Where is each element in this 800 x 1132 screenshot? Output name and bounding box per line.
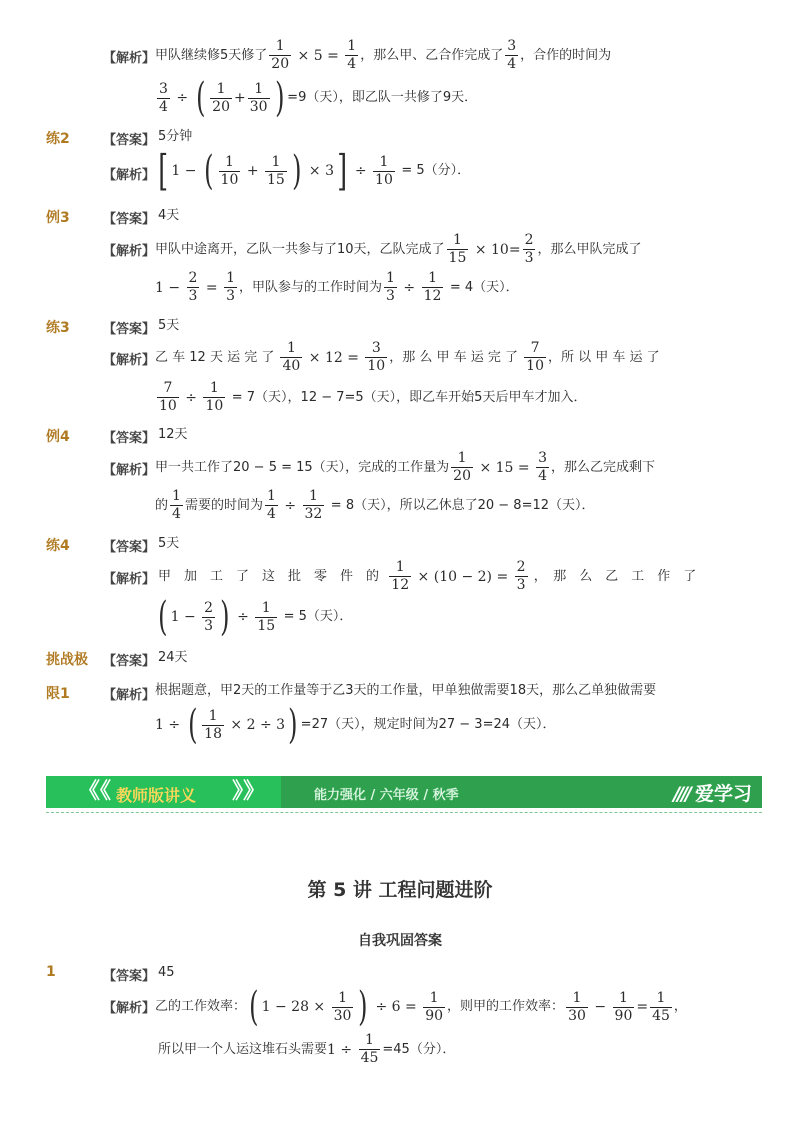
analysis-text: ，那么甲队完成了	[537, 241, 642, 257]
answer-label: 【答案】	[103, 212, 156, 227]
analysis-line: 甲一共工作了20 − 5 = 15（天），完成的工作量为 $\frac{1}{20}$ × 15 = $\frac{3}{4}$ ，那么乙完成剩下	[155, 450, 656, 484]
lecture-title: 第 5 讲 工程问题进阶	[307, 879, 493, 901]
analysis-line: 甲队中途离开，乙队一共参与了10天，乙队完成了 $\frac{1}{15}$ × 10= $\frac{2}{3}$ ，那么甲队完成了	[155, 232, 642, 266]
fraction: 3 4	[507, 38, 517, 72]
analysis-text: 根据题意，甲2天的工作量等于乙3天的工作量，甲单独做需要18天，那么乙单独做需要	[155, 683, 657, 698]
answer-label: 【答案】	[103, 431, 156, 446]
analysis-text: ，合作的时间为	[520, 47, 612, 63]
analysis-text: =45（分）．	[382, 1041, 456, 1057]
answer-value: 5天	[158, 318, 180, 333]
problem-tag: 限1	[46, 686, 70, 702]
analysis-text: = 4（天）．	[449, 279, 519, 295]
brand-logo-icon: ////	[673, 783, 689, 805]
fraction: $\frac{1}{20}$	[271, 38, 290, 72]
analysis-text: 的	[155, 497, 169, 513]
problem-tag: 例3	[46, 210, 70, 226]
analysis-text: ，甲队参与的工作时间为	[239, 279, 383, 295]
answer-label: 【答案】	[103, 322, 156, 337]
analysis-line: ( 1 − $\frac{2}{3}$ ) ÷ $\frac{1}{15}$ = 5（天）．	[158, 594, 353, 640]
analysis-text: 乙的工作效率：	[155, 999, 247, 1014]
section-subtitle: 自我巩固答案	[358, 933, 442, 949]
answer-value: 45	[158, 965, 175, 980]
analysis-label: 【解析】	[103, 688, 156, 703]
analysis-line: 1 − $\frac{2}{3}$ = $\frac{1}{3}$ ，甲队参与的工作时间为 $\frac{1}{3}$ ÷ $\frac{1}{12}$ = 4（天）．	[155, 270, 519, 304]
problem-tag: 挑战极	[46, 652, 88, 668]
analysis-text: 甲队中途离开，乙队一共参与了10天，乙队完成了	[155, 241, 445, 257]
answer-value: 5分钟	[158, 129, 193, 144]
answer-label: 【答案】	[103, 133, 156, 148]
analysis-line: $\frac{7}{10}$ ÷ $\frac{1}{10}$ = 7（天），12 − 7=5（天），即乙车开始5天后甲车才加入．	[159, 380, 587, 414]
answer-value: 5天	[158, 536, 180, 551]
chevrons-right-icon: 》》	[232, 779, 266, 804]
analysis-line: 乙 车 12 天 运 完 了 $\frac{1}{40}$ × 12 = $\frac{3}{10}$ ，那 么 甲 车 运 完 了 7 10 ，所 以 甲 车 运 了	[155, 340, 660, 374]
analysis-line: 乙的工作效率： ( 1 − 28 × $\frac{1}{30}$ ) ÷ 6 = $\frac{1}{90}$ ，则甲的工作效率： 1 30 − $\frac{1}{90}$ = $\frac{1}{45}$ ，	[155, 984, 687, 1030]
analysis-label: 【解析】	[103, 168, 156, 183]
answer-value: 4天	[158, 208, 180, 223]
analysis-line: $\frac{3}{4}$ ÷ ( 1 20 + $\frac{1}{30}$ ) =9（天），即乙队一共修了9天．	[159, 75, 478, 121]
analysis-line: 所以甲一个人运这堆石头需要 1 ÷ $\frac{1}{45}$ =45（分）．	[158, 1032, 456, 1066]
analysis-label: 【解析】	[103, 244, 156, 259]
answer-value: 24天	[158, 650, 188, 665]
analysis-line: 1 ÷ ( $\frac{1}{18}$ × 2 ÷ 3 ) =27（天），规定时间为27 − 3=24（天）．	[155, 702, 556, 748]
analysis-line: 甲 加 工 了 这 批 零 件 的 $\frac{1}{12}$ × (10 − 2) = $\frac{2}{3}$ ， 那 么 乙 工 作 了	[158, 559, 697, 593]
analysis-label: 【解析】	[103, 463, 156, 478]
problem-tag: 练2	[46, 131, 70, 147]
analysis-line: 甲队继续修5天修了 $\frac{1}{20}$ × 5 = $\frac{1}{4}$ ，那么甲、乙合作完成了 3 4 ，合作的时间为	[155, 38, 612, 72]
problem-tag: 练4	[46, 538, 70, 554]
analysis-label: 【解析】	[103, 572, 156, 587]
answer-label: 【答案】	[103, 540, 156, 555]
analysis-text: 需要的时间为	[184, 497, 263, 513]
analysis-text: = 5（天）．	[283, 609, 353, 624]
answer-label: 【答案】	[103, 969, 156, 984]
breadcrumb: 能力强化 / 六年级 / 秋季	[314, 788, 459, 803]
answer-label: 【答案】	[103, 654, 156, 669]
fraction: $\frac{1}{4}$	[347, 38, 357, 72]
analysis-text: =9（天），即乙队一共修了9天．	[287, 90, 478, 105]
analysis-label: 【解析】	[103, 1001, 156, 1016]
brand-logo-text: 爱学习	[694, 783, 752, 805]
chevrons-left-icon: 《《	[78, 779, 112, 804]
brand-logo	[673, 779, 752, 806]
analysis-label: 【解析】	[103, 353, 156, 368]
banner-title: 教师版讲义	[116, 786, 197, 805]
divider	[46, 812, 762, 813]
analysis-text: ，那 么 甲 车 运 完 了	[389, 349, 519, 365]
analysis-text: =27（天），规定时间为27 − 3=24（天）．	[300, 717, 556, 732]
answer-value: 12天	[158, 427, 188, 442]
analysis-text: ，则甲的工作效率：	[447, 999, 565, 1014]
problem-tag: 练3	[46, 320, 70, 336]
analysis-text: 所以甲一个人运这堆石头需要	[158, 1041, 328, 1057]
analysis-text: = 5（分）．	[401, 163, 471, 178]
analysis-line: 的 1 4 需要的时间为 $\frac{1}{4}$ ÷ $\frac{1}{32}$ = 8（天），所以乙休息了20 − 8=12（天）．	[155, 488, 595, 522]
analysis-line: [ 1 − ( 1 10 + $\frac{1}{15}$ ) × 3 ] ÷ $\frac{1}{10}$ = 5（分）．	[158, 146, 471, 195]
problem-tag: 例4	[46, 429, 70, 445]
analysis-text: ，那么乙完成剩下	[551, 459, 656, 475]
analysis-text: = 8（天），所以乙休息了20 − 8=12（天）．	[330, 497, 595, 513]
header-banner	[46, 776, 762, 808]
analysis-text: ，所 以 甲 车 运 了	[547, 349, 660, 365]
analysis-text: 甲 加 工 了 这 批 零 件 的	[158, 568, 380, 584]
analysis-text: = 7（天），12 − 7=5（天），即乙车开始5天后甲车才加入．	[231, 389, 587, 405]
analysis-text: ，那么甲、乙合作完成了	[360, 47, 504, 63]
analysis-label: 【解析】	[103, 51, 156, 66]
problem-tag: 1	[46, 964, 56, 980]
analysis-text: 甲队继续修5天修了	[155, 47, 268, 63]
analysis-text: 乙 车 12 天 运 完 了	[155, 349, 275, 365]
analysis-text: ， 那 么 乙 工 作 了	[533, 568, 697, 584]
analysis-text: 甲一共工作了20 − 5 = 15（天），完成的工作量为	[155, 459, 450, 475]
